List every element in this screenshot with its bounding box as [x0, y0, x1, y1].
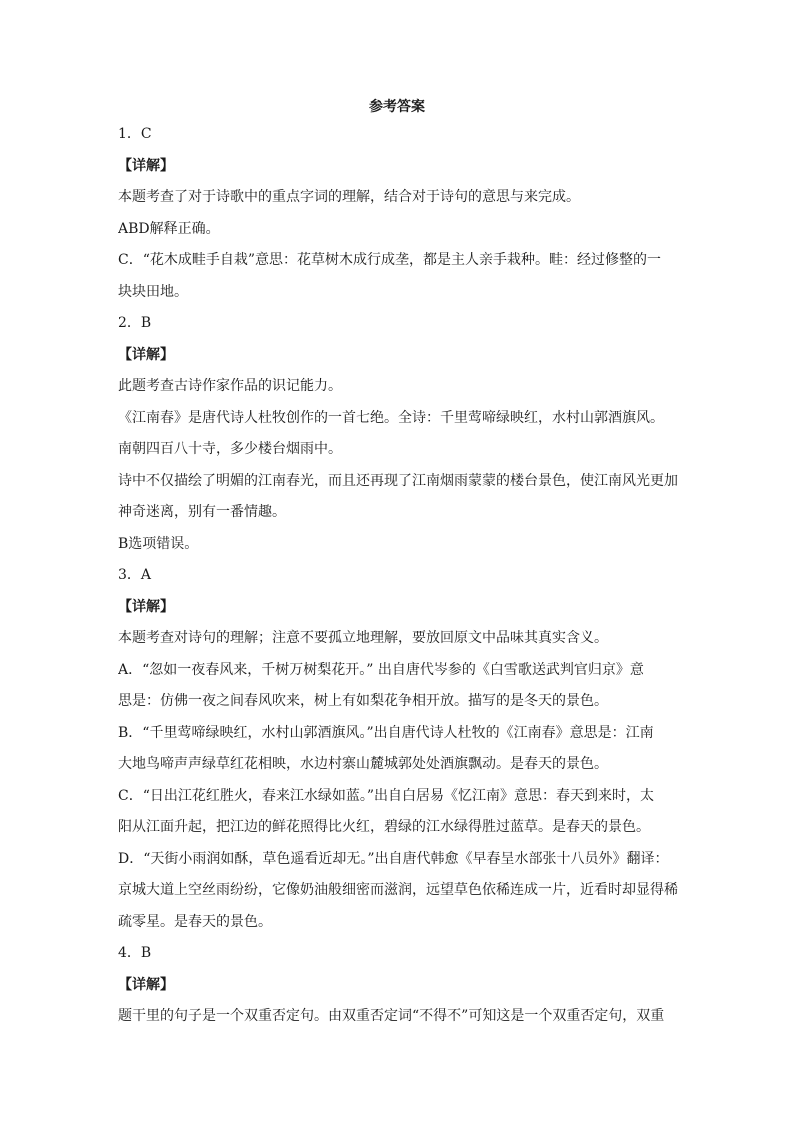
detail-label-2: 【详解】: [118, 346, 174, 363]
paragraph-line: 诗中不仅描绘了明媚的江南春光，而且还再现了江南烟雨蒙蒙的楼台景色，使江南风光更加: [118, 472, 678, 489]
answer-number-3: 3．A: [118, 567, 152, 583]
answer-number-1: 1．C: [118, 126, 152, 142]
paragraph-line: C．“花木成畦手自栽”意思：花草树木成行成垄，都是主人亲手栽种。畦：经过修整的一: [118, 252, 662, 268]
paragraph-line: 此题考查古诗作家作品的识记能力。: [118, 378, 342, 394]
paragraph-line: 南朝四百八十寺，多少楼台烟雨中。: [118, 441, 342, 457]
paragraph-line: 神奇迷离，别有一番情趣。: [118, 504, 286, 520]
answer-body: [118, 119, 678, 1033]
detail-label-1: 【详解】: [118, 157, 174, 174]
paragraph-line: 本题考查对诗句的理解；注意不要孤立地理解，要放回原文中品味其真实含义。: [118, 630, 608, 646]
detail-label-3: 【详解】: [118, 598, 174, 615]
paragraph-line: B．“千里莺啼绿映红，水村山郭酒旗风。”出自唐代诗人杜牧的《江南春》意思是：江南: [118, 724, 654, 741]
page-title: 参考答案: [369, 99, 425, 115]
paragraph-line: C．“日出江花红胜火，春来江水绿如蓝。”出自白居易《忆江南》意思：春天到来时，太: [118, 787, 655, 804]
paragraph-line: A．“忽如一夜春风来，千树万树梨花开。” 出自唐代岑参的《白雪歌送武判官归京》意: [118, 661, 644, 678]
answer-number-4: 4．B: [118, 945, 152, 961]
paragraph-line: D．“天街小雨润如酥，草色遥看近却无。”出自唐代韩愈《早春呈水部张十八员外》翻译：: [118, 850, 669, 867]
paragraph-line: ABD解释正确。: [118, 220, 220, 237]
paragraph-line: 思是：仿佛一夜之间春风吹来，树上有如梨花争相开放。描写的是冬天的景色。: [118, 693, 608, 709]
answer-number-2: 2．B: [118, 315, 152, 331]
paragraph-line: 阳从江面升起，把江边的鲜花照得比火红，碧绿的江水绿得胜过蓝草。是春天的景色。: [118, 819, 650, 835]
paragraph-line: 本题考查了对于诗歌中的重点字词的理解，结合对于诗句的意思与来完成。: [118, 189, 580, 205]
paragraph-line: 块块田地。: [118, 283, 188, 300]
paragraph-line: 京城大道上空丝雨纷纷，它像奶油般细密而滋润，远望草色依稀连成一片，近看时却显得稀: [118, 882, 678, 898]
paragraph-line: 题干里的句子是一个双重否定句。由双重否定词“不得不”可知这是一个双重否定句，双重: [118, 1008, 665, 1024]
detail-label-4: 【详解】: [118, 976, 174, 993]
paragraph-line: 大地鸟啼声声绿草红花相映，水边村寨山麓城郭处处酒旗飘动。是春天的景色。: [118, 756, 608, 772]
paragraph-line: 疏零星。是春天的景色。: [118, 913, 272, 930]
paragraph-line: B选项错误。: [118, 535, 199, 552]
paragraph-line: 《江南春》是唐代诗人杜牧创作的一首七绝。全诗：千里莺啼绿映红，水村山郭酒旗风。: [118, 409, 664, 426]
